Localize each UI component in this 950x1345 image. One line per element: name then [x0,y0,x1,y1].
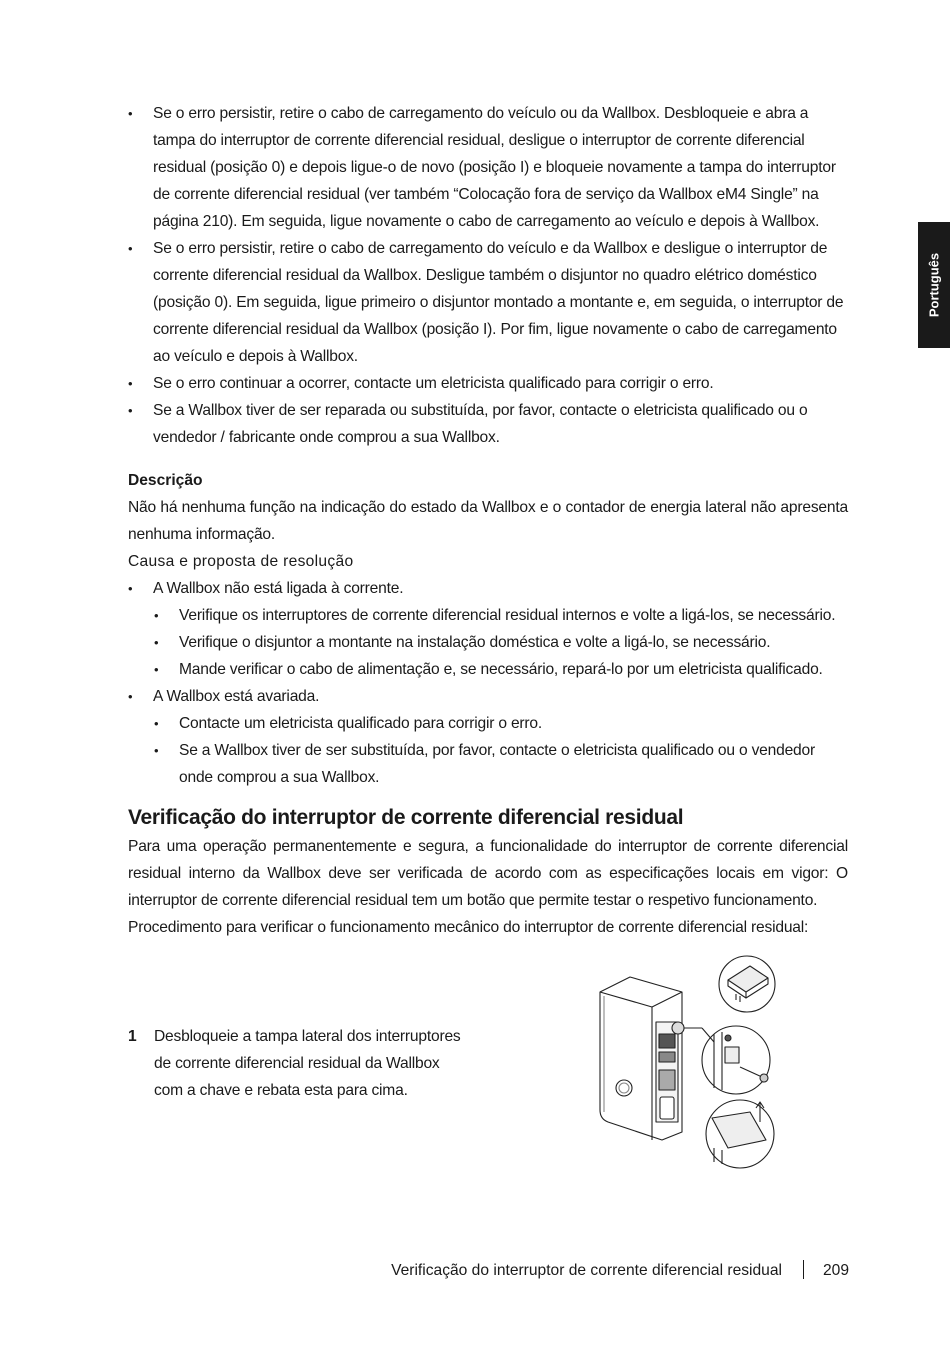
list-item: • Mande verificar o cabo de alimentação e, se necessário, repará-lo por um eletricista qualificado. [128,656,848,683]
page-number: 209 [823,1262,850,1279]
step-number: 1 [128,1028,137,1045]
wallbox-rcd-cover-illustration [590,952,790,1182]
cause-heading: Causa e proposta de resolução [128,553,354,570]
cause-item: • A Wallbox está avariada. [128,683,848,710]
language-tab-label: Português [926,252,942,318]
section-heading: Verificação do interruptor de corrente diferencial residual [128,806,684,829]
section-paragraph: Para uma operação permanentemente e segura, a funcionalidade do interruptor de corrente diferencial residual interno da Wallbox deve ser verificada de acordo com as especificações locais em vigor: O interruptor de corrente diferencial residual tem um botão que permite testar o respetivo funcionamento. [128,838,848,909]
list-item: • Se o erro persistir, retire o cabo de carregamento do veículo e da Wallbox e desligue o interruptor de corrente diferencial residual da Wallbox. Desligue também o disjuntor no quadro elétrico doméstico (posição 0). Em seguida, ligue primeiro o disjuntor montado a montante e, em seguida, o interruptor de corrente diferencial residual da Wallbox (posição I). Por fim, ligue novamente o cabo de carregamento ao veículo e depois à Wallbox. [128,235,848,370]
description-text: Não há nenhuma função na indicação do estado da Wallbox e o contador de energia lateral não apresenta nenhuma informação. [128,499,848,543]
cause-sub-list [128,710,848,791]
footer-title: Verificação do interruptor de corrente diferencial residual [391,1262,782,1279]
cause-item: • A Wallbox não está ligada à corrente. [128,575,848,602]
section-paragraph: Procedimento para verificar o funcionamento mecânico do interruptor de corrente diferencial residual: [128,919,809,936]
description-heading: Descrição [128,472,203,489]
list-item: • Se o erro persistir, retire o cabo de carregamento do veículo ou da Wallbox. Desbloqueie e abra a tampa do interruptor de corrente diferencial residual, desligue o interruptor de corrente diferencial residual (posição 0) e depois ligue-o de novo (posição I) e bloqueie novamente a tampa do interruptor de corrente diferencial residual (ver também “Colocação fora de serviço da Wallbox eM4 Single” na página 210). Em seguida, ligue novamente o cabo de carregamento ao veículo e depois à Wallbox. [128,100,848,235]
list-item: • Contacte um eletricista qualificado para corrigir o erro. [128,710,848,737]
footer-separator [803,1260,804,1279]
troubleshooting-bullet-list [128,100,848,451]
cause-item-list [128,575,848,602]
page-footer [0,1258,950,1286]
cause-sub-list [128,602,848,683]
step-1 [128,1023,468,1104]
list-item: • Verifique o disjuntor a montante na instalação doméstica e volte a ligá-lo, se necessário. [128,629,848,656]
list-item: • Se a Wallbox tiver de ser reparada ou substituída, por favor, contacte o eletricista qualificado ou o vendedor / fabricante onde comprou a sua Wallbox. [128,397,848,451]
language-tab [918,222,950,348]
section-body [128,833,848,941]
cause-item-list [128,683,848,710]
cause-list [128,575,848,791]
list-item: • Verifique os interruptores de corrente diferencial residual internos e volte a ligá-los, se necessário. [128,602,848,629]
step-text: Desbloqueie a tampa lateral dos interruptores de corrente diferencial residual da Wallbox com a chave e rebata esta para cima. [154,1028,461,1099]
list-item: • Se o erro continuar a ocorrer, contacte um eletricista qualificado para corrigir o erro. [128,370,848,397]
list-item: • Se a Wallbox tiver de ser substituída, por favor, contacte o eletricista qualificado ou o vendedor onde comprou a sua Wallbox. [128,737,848,791]
